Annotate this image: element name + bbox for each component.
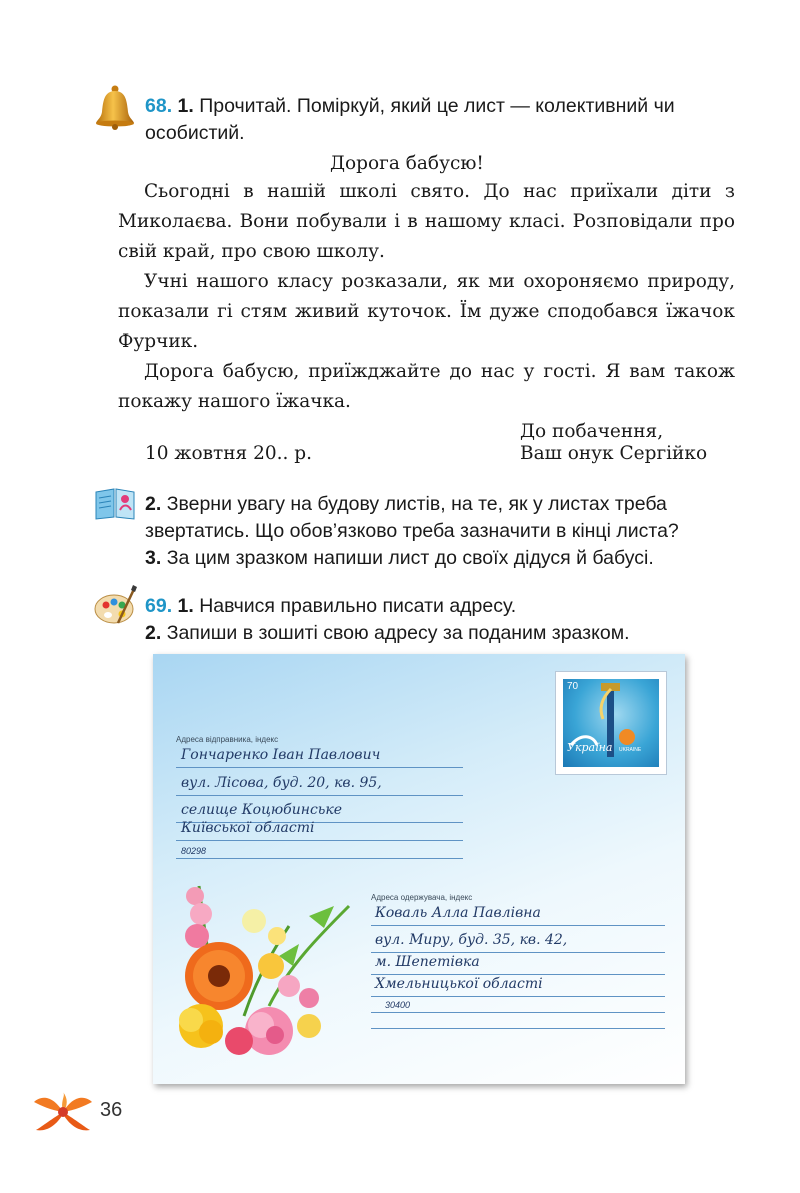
stamp-picture [563,679,659,767]
recipient-line: Хмельницької області [375,976,543,992]
recipient-line: вул. Миру, буд. 35, кв. 42, [375,932,568,948]
letter-paragraph: Дорога бабусю, приїжджайте до нас у гості. Я вам також покажу нашого їжачка. [118,361,735,412]
sender-line: вул. Лісова, буд. 20, кв. 95, [181,775,382,791]
sender-index: 80298 [181,846,207,856]
item-number: 1. [177,95,194,117]
exercise-68-line1 [145,93,675,120]
exercise-number: 68. [145,95,173,117]
open-book-icon [94,486,136,520]
exercise-69-line1 [145,593,516,620]
letter-paragraph: Сьогодні в нашій школі свято. До нас приїхали діти з Миколаєва. Вони побували і в нашому класі. Розповідали про свій край, про свою школу. [118,181,735,262]
bell-icon [94,84,136,130]
sender-label: Адреса відправника, індекс [176,735,279,744]
postage-stamp [556,672,666,774]
task-text: Зверни увагу на будову листів, на те, як у листах треба [166,493,667,515]
sender-line: селище Коцюбинське [181,802,343,818]
page-number: 36 [100,1099,123,1121]
exercise-68-item3 [145,545,654,572]
letter-greeting: Дорога бабусю! [330,153,484,174]
stamp-value: 70 [567,681,579,692]
item-number: 1. [177,595,194,617]
letter-signature: Ваш онук Сергійко [520,443,708,464]
letter-date: 10 жовтня 20.. р. [145,443,313,464]
exercise-68-line2 [145,120,245,147]
task-text: Запиши в зошиті свою адресу за поданим зразком. [166,622,630,644]
stamp-country: Україна [567,741,613,754]
address-line [176,840,463,841]
letter-closing: До побачення, [520,421,664,442]
task-text: звертатись. Що обов’язково треба зазначити в кінці листа? [145,520,679,542]
task-text: За цим зразком напиши лист до своїх дідуся й бабусі. [166,547,654,569]
recipient-line: м. Шепетівка [375,954,480,970]
exercise-68-item2-line2 [145,518,679,545]
address-line [371,974,665,975]
address-line [176,858,463,859]
letter-paragraph: Учні нашого класу розказали, як ми охороняємо природу, показали гі стям живий куточок. Їм дуже сподобався їжачок Фурчик. [118,271,735,352]
task-text: Прочитай. Поміркуй, який це лист — колективний чи [199,95,675,117]
exercise-68-item2-line1 [145,491,667,518]
address-line [371,925,665,926]
exercise-number: 69. [145,595,173,617]
address-line [371,952,665,953]
item-number: 2. [145,622,162,644]
address-line [371,996,665,997]
letter-body [118,177,735,417]
flower-bouquet-illustration [159,866,369,1071]
task-text: Навчися правильно писати адресу. [199,595,517,617]
envelope-image [153,654,685,1084]
flower-corner-icon [32,1092,94,1134]
recipient-label: Адреса одержувача, індекс [371,893,473,902]
recipient-index: 30400 [385,1000,411,1010]
address-line [371,1028,665,1029]
sender-line: Київської області [181,820,315,836]
sender-line: Гончаренко Іван Павлович [181,747,381,763]
task-text: особистий. [145,122,245,144]
address-line [176,795,463,796]
item-number: 2. [145,493,162,515]
palette-brush-icon [92,583,138,627]
address-line [371,1012,665,1013]
address-line [176,767,463,768]
item-number: 3. [145,547,162,569]
stamp-country-latin: UKRAINE [619,747,642,753]
exercise-69-line2 [145,620,630,647]
recipient-line: Коваль Алла Павлівна [375,905,541,921]
